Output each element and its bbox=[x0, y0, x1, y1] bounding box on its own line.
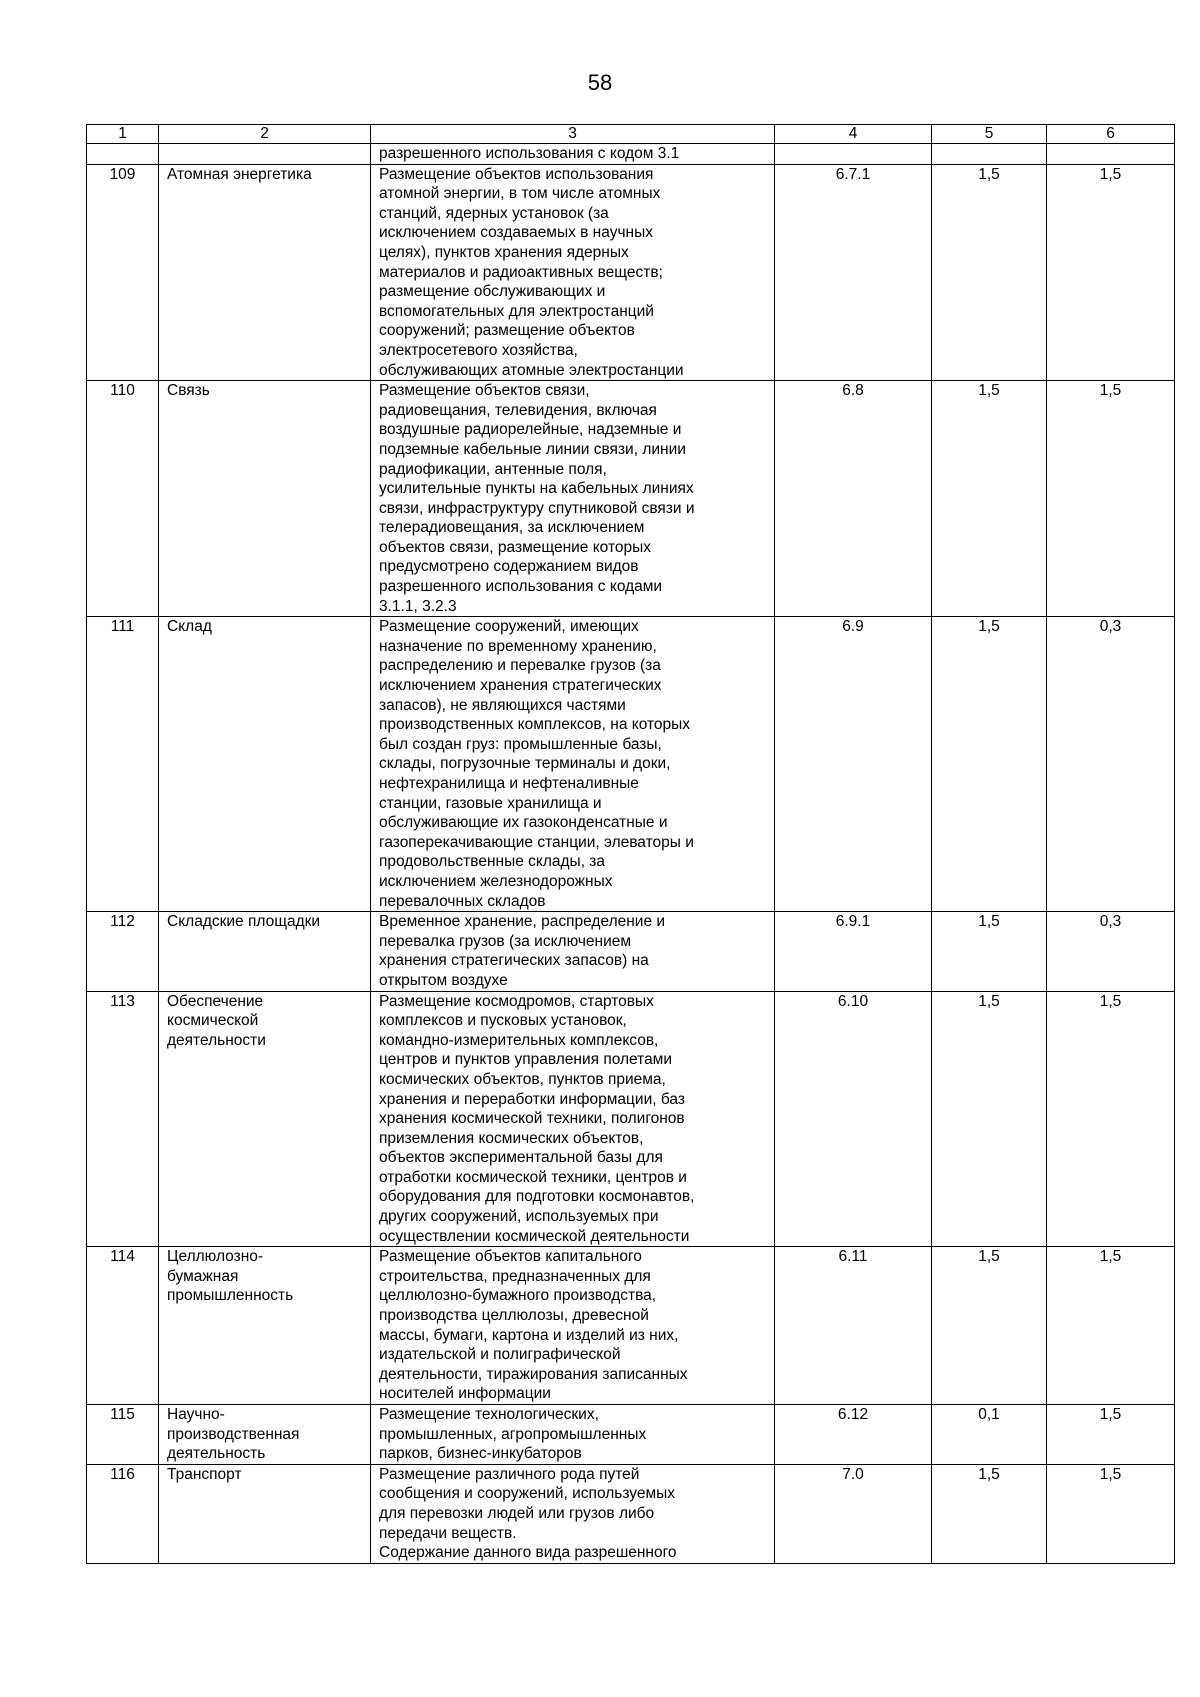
land-use-name bbox=[159, 617, 371, 912]
header-cell: 4 bbox=[775, 125, 932, 144]
description-line: подземные кабельные линии связи, линии bbox=[379, 440, 686, 458]
description-line: связи, инфраструктуру спутниковой связи и bbox=[379, 499, 695, 517]
description-line: исключением железнодорожных bbox=[379, 872, 613, 890]
description-line: оборудования для подготовки космонавтов, bbox=[379, 1188, 695, 1206]
table-header-row bbox=[87, 125, 1175, 144]
row-number: 109 bbox=[87, 164, 159, 381]
land-use-name bbox=[159, 1247, 371, 1405]
description-line: станций, ядерных установок (за bbox=[379, 204, 609, 222]
name-line: деятельность bbox=[167, 1445, 266, 1463]
land-use-description bbox=[371, 912, 775, 991]
land-use-description bbox=[371, 1405, 775, 1465]
description-line: Размещение объектов капитального bbox=[379, 1248, 642, 1266]
value-col-6: 0,3 bbox=[1047, 617, 1175, 912]
value-col-5: 1,5 bbox=[932, 1247, 1047, 1405]
classifier-code: 6.12 bbox=[775, 1405, 932, 1465]
description-line: целлюлозно-бумажного производства, bbox=[379, 1287, 657, 1305]
land-use-description bbox=[371, 617, 775, 912]
land-use-description bbox=[371, 1464, 775, 1563]
description-line: носителей информации bbox=[379, 1385, 551, 1403]
value-col-5: 1,5 bbox=[932, 617, 1047, 912]
description-line: перевалочных складов bbox=[379, 892, 546, 910]
value-col-6: 1,5 bbox=[1047, 164, 1175, 381]
description-line: производства целлюлозы, древесной bbox=[379, 1307, 649, 1325]
name-line: Целлюлозно- bbox=[167, 1248, 264, 1266]
value-col-5: 1,5 bbox=[932, 1464, 1047, 1563]
table-row bbox=[87, 1247, 1175, 1405]
description-line: Размещение объектов использования bbox=[379, 165, 654, 183]
value-col-5: 1,5 bbox=[932, 991, 1047, 1247]
description-line: станции, газовые хранилища и bbox=[379, 794, 602, 812]
description-line: нефтехранилища и нефтеналивные bbox=[379, 775, 639, 792]
description-line: вспомогательных для электростанций bbox=[379, 302, 654, 320]
header-cell: 3 bbox=[371, 125, 775, 144]
table-row bbox=[87, 912, 1175, 991]
description-line: исключением хранения стратегических bbox=[379, 677, 662, 695]
table-row bbox=[87, 991, 1175, 1247]
table-row bbox=[87, 1405, 1175, 1465]
description-line: деятельности, тиражирования записанных bbox=[379, 1365, 688, 1383]
description-line: издательской и полиграфической bbox=[379, 1346, 621, 1364]
description-line: телерадиовещания, за исключением bbox=[379, 519, 645, 537]
description-line: производственных комплексов, на которых bbox=[379, 716, 691, 734]
name-line: Транспорт bbox=[167, 1465, 242, 1483]
description-line: запасов), не являющихся частями bbox=[379, 696, 626, 714]
name-line: космической bbox=[167, 1012, 259, 1030]
description-line: газоперекачивающие станции, элеваторы и bbox=[379, 833, 694, 851]
value-col-5: 1,5 bbox=[932, 164, 1047, 381]
header-cell: 2 bbox=[159, 125, 371, 144]
description-line: Размещение космодромов, стартовых bbox=[379, 992, 654, 1010]
table-row bbox=[87, 164, 1175, 381]
description-line: объектов связи, размещение которых bbox=[379, 538, 651, 556]
description-line: осуществлении космической деятельности bbox=[379, 1227, 690, 1245]
description-line: обслуживающие их газоконденсатные и bbox=[379, 814, 668, 832]
value-col-6: 1,5 bbox=[1047, 381, 1175, 617]
description-line: предусмотрено содержанием видов bbox=[379, 558, 639, 576]
description-line: передачи веществ. bbox=[379, 1524, 517, 1542]
value-col-5: 0,1 bbox=[932, 1405, 1047, 1465]
description-line: Размещение различного рода путей bbox=[379, 1465, 640, 1483]
description-line: исключением создаваемых в научных bbox=[379, 224, 653, 242]
description-line: хранения стратегических запасов) на bbox=[379, 952, 649, 970]
description-line: Временное хранение, распределение и bbox=[379, 913, 666, 931]
description-line: 3.1.1, 3.2.3 bbox=[379, 597, 457, 615]
description-line: других сооружений, используемых при bbox=[379, 1208, 659, 1226]
description-line: отработки космической техники, центров и bbox=[379, 1168, 687, 1186]
value-col-5: 1,5 bbox=[932, 912, 1047, 991]
description-line: открытом воздухе bbox=[379, 971, 508, 989]
row-number: 112 bbox=[87, 912, 159, 991]
name-line: Атомная энергетика bbox=[167, 165, 312, 183]
land-use-name bbox=[159, 991, 371, 1247]
description-line: радиовещания, телевидения, включая bbox=[379, 401, 657, 419]
page-number: 58 bbox=[587, 70, 613, 95]
description-line: склады, погрузочные терминалы и доки, bbox=[379, 755, 671, 773]
value-col-6: 0,3 bbox=[1047, 912, 1175, 991]
classifier-code: 6.11 bbox=[775, 1247, 932, 1405]
land-use-description bbox=[371, 991, 775, 1247]
value-col-6: 1,5 bbox=[1047, 1405, 1175, 1465]
description-line: перевалка грузов (за исключением bbox=[379, 932, 632, 950]
classifier-code: 7.0 bbox=[775, 1464, 932, 1563]
land-use-name bbox=[159, 1464, 371, 1563]
description-line: хранения космической техники, полигонов bbox=[379, 1110, 685, 1128]
description-line: Размещение сооружений, имеющих bbox=[379, 618, 639, 636]
value-col-6: 1,5 bbox=[1047, 991, 1175, 1247]
name-line: производственная bbox=[167, 1425, 300, 1443]
description-line: для перевозки людей или грузов либо bbox=[379, 1504, 655, 1522]
classifier-code: 6.9.1 bbox=[775, 912, 932, 991]
description-line: объектов экспериментальной базы для bbox=[379, 1149, 663, 1167]
name-line: Склад bbox=[167, 618, 212, 636]
land-use-table bbox=[86, 124, 1175, 1564]
description-line: радиофикации, антенные поля, bbox=[379, 460, 607, 478]
land-use-name bbox=[159, 1405, 371, 1465]
continuation-row bbox=[87, 144, 1175, 165]
description-line: центров и пунктов управления полетами bbox=[379, 1051, 673, 1069]
description-line: Размещение технологических, bbox=[379, 1406, 599, 1423]
description-line: материалов и радиоактивных веществ; bbox=[379, 263, 663, 281]
classifier-code: 6.9 bbox=[775, 617, 932, 912]
table-row bbox=[87, 1464, 1175, 1563]
description-line: парков, бизнес-инкубаторов bbox=[379, 1445, 582, 1463]
value-col-6: 1,5 bbox=[1047, 1464, 1175, 1563]
description-line: строительства, предназначенных для bbox=[379, 1267, 651, 1285]
row-number: 110 bbox=[87, 381, 159, 617]
description-line: электросетевого хозяйства, bbox=[379, 341, 578, 359]
description-line: был создан груз: промышленные базы, bbox=[379, 735, 662, 753]
name-line: деятельности bbox=[167, 1031, 266, 1049]
description-line: разрешенного использования с кодами bbox=[379, 578, 663, 596]
value-col-5: 1,5 bbox=[932, 381, 1047, 617]
land-use-name bbox=[159, 164, 371, 381]
description-line: разрешенного использования с кодом 3.1 bbox=[379, 145, 680, 162]
description-line: назначение по временному хранению, bbox=[379, 637, 657, 655]
land-use-name bbox=[159, 381, 371, 617]
description-line: сообщения и сооружений, используемых bbox=[379, 1485, 676, 1503]
row-number: 114 bbox=[87, 1247, 159, 1405]
description-line: хранения и переработки информации, баз bbox=[379, 1090, 685, 1108]
description-line: усилительные пункты на кабельных линиях bbox=[379, 480, 694, 498]
continuation-text bbox=[371, 144, 775, 165]
header-cell: 1 bbox=[87, 125, 159, 144]
table-row bbox=[87, 381, 1175, 617]
description-line: комплексов и пусковых установок, bbox=[379, 1012, 627, 1030]
land-use-name bbox=[159, 912, 371, 991]
description-line: сооружений; размещение объектов bbox=[379, 322, 635, 340]
name-line: бумажная bbox=[167, 1267, 239, 1285]
name-line: Складские площадки bbox=[167, 913, 321, 931]
classifier-code: 6.7.1 bbox=[775, 164, 932, 381]
header-cell: 6 bbox=[1047, 125, 1175, 144]
row-number: 115 bbox=[87, 1405, 159, 1465]
name-line: промышленность bbox=[167, 1287, 294, 1305]
land-use-description bbox=[371, 381, 775, 617]
description-line: целях), пунктов хранения ядерных bbox=[379, 243, 629, 261]
value-col-6: 1,5 bbox=[1047, 1247, 1175, 1405]
land-use-description bbox=[371, 1247, 775, 1405]
name-line: Научно- bbox=[167, 1406, 225, 1423]
description-line: космических объектов, пунктов приема, bbox=[379, 1070, 666, 1088]
name-line: Обеспечение bbox=[167, 992, 264, 1010]
description-line: командно-измерительных комплексов, bbox=[379, 1031, 659, 1049]
description-line: массы, бумаги, картона и изделий из них, bbox=[379, 1326, 679, 1344]
description-line: промышленных, агропромышленных bbox=[379, 1425, 647, 1443]
land-use-description bbox=[371, 164, 775, 381]
description-line: приземления космических объектов, bbox=[379, 1129, 644, 1147]
row-number: 111 bbox=[87, 617, 159, 912]
name-line: Связь bbox=[167, 382, 210, 400]
row-number: 116 bbox=[87, 1464, 159, 1563]
description-line: распределению и перевалке грузов (за bbox=[379, 657, 661, 675]
classifier-code: 6.10 bbox=[775, 991, 932, 1247]
classifier-code: 6.8 bbox=[775, 381, 932, 617]
row-number: 113 bbox=[87, 991, 159, 1247]
description-line: продовольственные склады, за bbox=[379, 853, 606, 871]
description-line: Содержание данного вида разрешенного bbox=[379, 1544, 677, 1562]
description-line: атомной энергии, в том числе атомных bbox=[379, 185, 661, 203]
description-line: размещение обслуживающих и bbox=[379, 283, 606, 301]
description-line: Размещение объектов связи, bbox=[379, 382, 590, 400]
table-row bbox=[87, 617, 1175, 912]
header-cell: 5 bbox=[932, 125, 1047, 144]
description-line: воздушные радиорелейные, надземные и bbox=[379, 421, 682, 439]
description-line: обслуживающих атомные электростанции bbox=[379, 361, 684, 379]
